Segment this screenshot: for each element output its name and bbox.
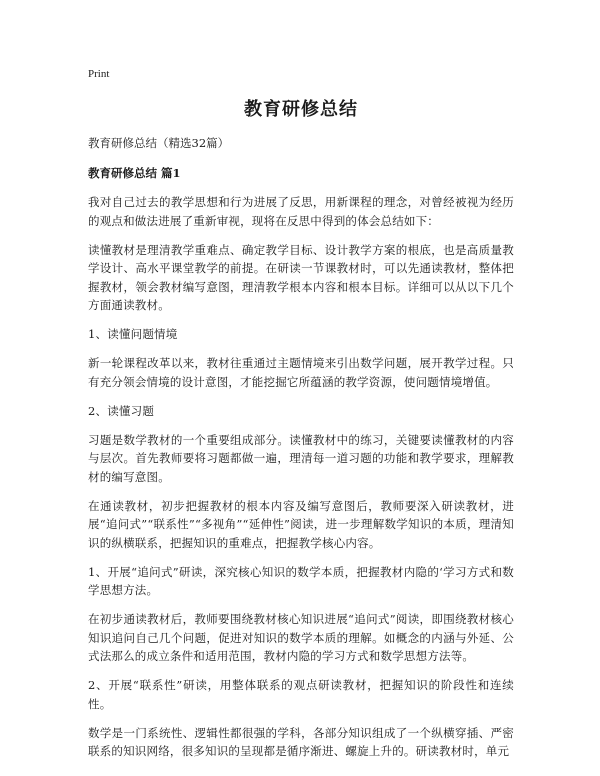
paragraph: 2、读懂习题 — [88, 403, 155, 418]
document-body — [88, 193, 514, 761]
paragraph: 在初步通读教材后，教师要围绕教材核心知识进展“追问式”阅读，即围绕教材核心知识追问自己几个问题，促进对知识的数学本质的理解。如概念的内涵与外延、公式法那么的成立条件和适用范围，教材内隐的学习方式和数学思想方法等。 — [88, 612, 514, 663]
paragraph: 数学是一门系统性、逻辑性都很强的学科，各部分知识组成了一个纵横穿插、严密联系的知识网络，很多知识的呈现都是循序渐进、螺旋上升的。研读教材时，单元 — [88, 725, 514, 758]
paragraph: 读懂教材是理清教学重难点、确定教学目标、设计教学方案的根底，也是高质量教学设计、高水平课堂教学的前提。在研读一节课教材时，可以先通读教材，整体把握教材，领会教材编写意图，理清教学根本内容和根本目标。详细可以从以下几个方面通读教材。 — [88, 242, 514, 312]
document-title: 教育研修总结 — [244, 99, 358, 120]
document-subtitle: 教育研修总结（精选32篇） — [88, 136, 230, 150]
section-heading: 教育研修总结 篇1 — [88, 166, 181, 180]
paragraph: 2、开展“联系性”研读，用整体联系的观点研读教材，把握知识的阶段性和连续性。 — [88, 678, 514, 711]
print-link[interactable]: Print — [88, 68, 110, 80]
paragraph: 1、读懂问题情境 — [88, 327, 178, 341]
paragraph: 新一轮课程改革以来，教材往重通过主题情境来引出数学问题，展开教学过程。只有充分领会情境的设计意图，才能挖掘它所蕴涵的教学资源，使问题情境增值。 — [88, 356, 514, 389]
paragraph: 习题是数学教材的一个重要组成部分。读懂教材中的练习，关键要读懂教材的内容与层次。首先教师要将习题都做一遍，理清每一道习题的功能和教学要求，理解教材的编写意图。 — [88, 432, 514, 484]
paragraph: 在通读教材，初步把握教材的根本内容及编写意图后，教师要深入研读教材，进展“追问式”“联系性”“多视角”“延伸性”阅读，进一步理解数学知识的本质，理清知识的纵横联系，把握知识的重难点，把握教学核心内容。 — [88, 498, 514, 550]
paragraph: 我对自己过去的教学思想和行为进展了反思，用新课程的理念，对曾经被视为经历的观点和做法进展了重新审视，现将在反思中得到的体会总结如下： — [88, 195, 514, 228]
paragraph: 1、开展“追问式”研读，深究核心知识的数学本质，把握教材内隐的‘学习方式和数学思想方法。 — [88, 564, 514, 597]
